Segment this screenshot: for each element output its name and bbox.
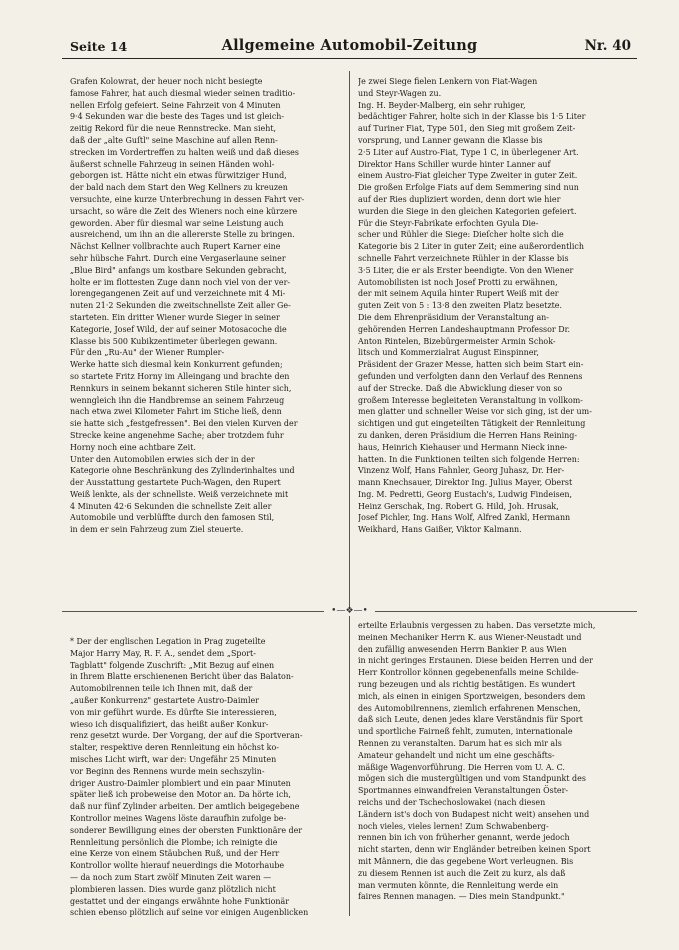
page-header xyxy=(62,36,637,59)
text-line: daß sich Leute, denen jedes klare Verständnis für Sport xyxy=(358,715,583,725)
text-line: großem Interesse begleiteten Veranstaltung in vollkom- xyxy=(358,395,583,405)
text-line: von mir geführt wurde. Es dürfte Sie interessieren, xyxy=(70,707,277,717)
text-line: nellen Erfolg gefeiert. Seine Fahrzeit von 4 Minuten xyxy=(70,100,281,110)
section-rule-left xyxy=(62,611,324,612)
text-line: in nicht geringes Erstaunen. Diese beiden Herren und der xyxy=(358,656,593,666)
text-line: Heinz Gerschak, Ing. Robert G. Hild, Joh. Hrusak, xyxy=(358,501,559,511)
text-line: Herr Kontrollor können gegebenenfalls meine Schilde- xyxy=(358,668,579,678)
text-line: strecken im Vordertreffen zu halten weiß und daß dieses xyxy=(70,147,299,157)
text-line: Die dem Ehrenpräsidium der Veranstaltung an- xyxy=(358,312,549,322)
text-line: auf der Strecke. Daß die Abwicklung dieser von so xyxy=(358,383,563,393)
text-line: noch vieles, vieles lernen! Zum Schwabenberg- xyxy=(358,821,549,831)
text-line: Die großen Erfolge Fiats auf dem Semmering sind nun xyxy=(358,183,579,193)
text-line: wieso ich disqualifiziert, das heißt außer Konkur- xyxy=(70,719,269,729)
text-line: Josef Pichler, Ing. Hans Wolf, Alfred Zankl, Hermann xyxy=(358,513,571,523)
text-line: nach etwa zwei Kilometer Fahrt im Stiche ließ, denn xyxy=(70,407,282,417)
text-line: hatten. In die Funktionen teilten sich folgende Herren: xyxy=(358,454,580,464)
text-line: stalter, respektive deren Rennleitung ein höchst ko- xyxy=(70,743,279,753)
text-line: litsch und Kommerzialrat August Einspinner, xyxy=(358,348,539,358)
text-line: Je zwei Siege fielen Lenkern von Fiat-Wagen xyxy=(358,77,538,86)
text-line: zu diesem Rennen ist auch die Zeit zu kurz, als daß xyxy=(358,868,566,878)
text-line: wenngleich ihn die Handbremse an seinem Fahrzeug xyxy=(70,395,285,405)
text-line: haus, Heinrich Kiehauser und Hermann Nieck inne- xyxy=(358,442,568,452)
text-line: Strecke keine angenehme Sache; aber trotzdem fuhr xyxy=(70,430,284,440)
text-line: men glatter und schneller Weise vor sich ging, ist der um- xyxy=(358,407,592,417)
text-line: Grafen Kolowrat, der heuer noch nicht besiegte xyxy=(70,77,263,86)
text-line: 9·4 Sekunden war die beste des Tages und ist gleich- xyxy=(70,112,285,122)
page-number: Seite 14 xyxy=(70,39,128,54)
text-line: gefunden und verfolgten dann den Verlauf des Rennens xyxy=(358,371,583,381)
text-line: Horny noch eine achtbare Zeit. xyxy=(70,442,196,452)
section-ornament: •—❖—• xyxy=(331,606,368,616)
text-line: der mit seinem Aquila hinter Rupert Weiß mit der xyxy=(358,289,559,299)
text-line: einem Austro-Fiat gleicher Type Zweiter in guter Zeit. xyxy=(358,171,578,181)
text-line: Kategorie ohne Beschränkung des Zylinderinhaltes und xyxy=(70,466,295,476)
text-line: den zufällig anwesenden Herrn Bankier P. aus Wien xyxy=(358,644,567,654)
text-line: mit Männern, die das gegebene Wort verleugnen. Bis xyxy=(358,856,574,866)
text-line: Rennleitung persönlich die Plombe; ich reinigte die xyxy=(70,837,278,847)
text-line: Kontrollor meines Wagens löste daraufhin zufolge be- xyxy=(70,813,287,823)
text-line: rennen bin ich von früherher genannt, werde jedoch xyxy=(358,833,570,843)
text-line: äußerst schnelle Fahrzeug in seinen Händen wohl- xyxy=(70,159,275,169)
text-line: guten Zeit von 5 : 13·8 den zweiten Platz besetzte. xyxy=(358,301,563,311)
text-line: Vinzenz Wolf, Hans Fahnler, Georg Juhasz, Dr. Her- xyxy=(358,466,565,476)
text-line: geworden. Aber für diesmal war seine Leistung auch xyxy=(70,218,284,228)
text-line: Amateur gehandelt und nicht um eine geschäfts- xyxy=(358,750,555,760)
text-line: geborgen ist. Hätte nicht ein etwas fürwitziger Hund, xyxy=(70,171,287,181)
text-line: versuchte, eine kurze Unterbrechung in dessen Fahrt ver- xyxy=(70,194,305,204)
article-column-bottom-right xyxy=(358,620,630,903)
text-line: erteilte Erlaubnis vergessen zu haben. Das versetzte mich, xyxy=(358,621,596,630)
text-line: man vermuten könnte, die Rennleitung werde ein xyxy=(358,880,559,890)
text-line: Rennkurs in seinem bekannt sicheren Stile hinter sich, xyxy=(70,383,292,393)
text-line: schnelle Fahrt verzeichnete Rühler in der Klasse bis xyxy=(358,253,569,263)
text-line: des Automobilrennens, ziemlich erfahrenen Menschen, xyxy=(358,703,581,713)
issue-number: Nr. 40 xyxy=(584,38,631,54)
text-line: faires Rennen managen. — Dies mein Standpunkt." xyxy=(358,892,565,902)
text-line: mann Knechsauer, Direktor Ing. Julius Mayer, Oberst xyxy=(358,478,573,488)
text-line: nicht starten, denn wir Engländer betreiben keinen Sport xyxy=(358,845,591,855)
text-line: mäßige Wagenvorführung. Die Herren vom U. A. C. xyxy=(358,762,565,772)
text-line: wurden die Siege in den gleichen Kategorien gefeiert. xyxy=(358,206,577,216)
text-line: — da noch zum Start zwölf Minuten Zeit waren — xyxy=(70,872,272,882)
text-line: und Steyr-Wagen zu. xyxy=(358,88,442,98)
text-line: Kategorie bis 2 Liter in guter Zeit; eine außerordentlich xyxy=(358,242,584,252)
text-line: misches Licht wirft, war der: Ungefähr 25 Minuten xyxy=(70,754,277,764)
text-line: Präsident der Grazer Messe, hatten sich beim Start ein- xyxy=(358,360,584,370)
text-line: sehr hübsche Fahrt. Durch eine Vergaserlaune seiner xyxy=(70,253,286,263)
text-line: der bald nach dem Start den Weg Kellners zu kreuzen xyxy=(70,183,288,193)
text-line: 2·5 Liter auf Austro-Fiat, Type 1 C, in überlegener Art. xyxy=(358,147,579,157)
text-line: reichs und der Tschechoslowakei (nach diesen xyxy=(358,797,546,807)
text-line: Ing. M. Pedretti, Georg Eustach's, Ludwig Findeisen, xyxy=(358,489,573,499)
text-line: Klasse bis 500 Kubikzentimeter überlegen gewann. xyxy=(70,336,278,346)
text-line: nuten 21·2 Sekunden die zweitschnellste Zeit aller Ge- xyxy=(70,301,291,311)
text-line: sie hatte sich „festgefressen". Bei den vielen Kurven der xyxy=(70,419,298,429)
text-line: zu danken, deren Präsidium die Herren Hans Reining- xyxy=(358,430,578,440)
journal-title: Allgemeine Automobil-Zeitung xyxy=(221,37,478,54)
text-line: auf Turiner Fiat, Type 501, den Sieg mit großem Zeit- xyxy=(358,124,576,134)
text-line: mich, als einen in einigen Sportzweigen, besonders dem xyxy=(358,691,586,701)
text-line: daß der „alte Guſtl" seine Maschine auf allen Renn- xyxy=(70,135,278,145)
text-line: Automobilrennen teile ich Ihnen mit, daß der xyxy=(70,684,253,694)
text-line: der Ausstattung gestartete Puch-Wagen, den Rupert xyxy=(70,478,281,488)
text-line: Rennen zu veranstalten. Darum hat es sich mir als xyxy=(358,738,562,748)
text-line: auf der Ries dupliziert worden, denn dort wie hier xyxy=(358,194,561,204)
text-line: Sportmannes einwandfreien Veranstaltungen Öster- xyxy=(358,786,569,796)
text-line: lorengegangenen Zeit auf und verzeichnete mit 4 Mi- xyxy=(70,289,286,299)
text-line: bedächtiger Fahrer, holte sich in der Klasse bis 1·5 Liter xyxy=(358,112,586,122)
text-line: Für den „Ru-Au" der Wiener Rumpler- xyxy=(70,348,225,358)
article-column-top-left xyxy=(70,76,342,536)
text-line: 4 Minuten 42·6 Sekunden die schnellste Zeit aller xyxy=(70,501,272,511)
text-line: Direktor Hans Schiller wurde hinter Lanner auf xyxy=(358,159,551,169)
text-line: ausreichend, um ihn an die allererste Stelle zu bringen. xyxy=(70,230,295,240)
text-line: später ließ ich probeweise den Motor an. Da hörte ich, xyxy=(70,790,291,800)
text-line: Ländern ist's doch von Budapest nicht weit) ansehen und xyxy=(358,809,590,819)
article-column-top-right xyxy=(358,76,630,536)
text-line: ursacht, so wäre die Zeit des Wieners noch eine kürzere xyxy=(70,206,298,216)
text-line: 3·5 Liter, die er als Erster beendigte. Von den Wiener xyxy=(358,265,574,275)
text-line: Tagblatt" folgende Zuschrift: „Mit Bezug auf einen xyxy=(70,660,275,670)
text-line: so startete Fritz Horny im Alleingang und brachte den xyxy=(70,371,290,381)
text-line: driger Austro-Daimler plombiert und ein paar Minuten xyxy=(70,778,291,788)
text-line: gehörenden Herren Landeshauptmann Professor Dr. xyxy=(358,324,571,334)
text-line: gestattet und der eingangs erwähnte hohe Funktionär xyxy=(70,896,290,906)
text-line: plombieren lassen. Dies wurde ganz plötzlich nicht xyxy=(70,884,276,894)
text-line: Automobile und verblüffte durch den famosen Stil, xyxy=(70,513,275,523)
text-line: meinen Mechaniker Herrn K. aus Wiener-Neustadt und xyxy=(358,632,582,642)
text-line: Unter den Automobilen erwies sich der in der xyxy=(70,454,255,464)
text-line: sonderer Bewilligung eines der obersten Funktionäre der xyxy=(70,825,303,835)
text-line: holte er im flottesten Zuge dann noch viel von der ver- xyxy=(70,277,291,287)
text-line: Kategorie, Josef Wild, der auf seiner Motosacoche die xyxy=(70,324,287,334)
text-line: Anton Rintelen, Bizebürgermeister Armin Schok- xyxy=(358,336,556,346)
text-line: rung bezeugen und als richtig bestätigen. Es wundert xyxy=(358,679,576,689)
column-divider-top xyxy=(349,71,350,608)
text-line: Ing. H. Beyder-Malberg, ein sehr ruhiger, xyxy=(358,100,526,110)
text-line: scher und Rühler die Siege: Dieſcher holte sich die xyxy=(358,230,564,240)
text-line: „Blue Bird" anfangs um kostbare Sekunden gebracht, xyxy=(70,265,287,275)
text-line: schien ebenso plötzlich auf seine vor einigen Augenblicken xyxy=(70,908,309,918)
text-line: in dem er sein Fahrzeug zum Ziel steuerte. xyxy=(70,525,244,535)
text-line: mögen sich die mustergültigen und vom Standpunkt des xyxy=(358,774,586,784)
text-line: eine Kerze von einem Stäubchen Ruß, und der Herr xyxy=(70,849,280,859)
article-column-bottom-left xyxy=(70,636,342,919)
text-line: daß nur fünf Zylinder arbeiten. Der amtlich beigegebene xyxy=(70,802,300,812)
text-line: in Ihrem Blatte erschienenen Bericht über das Balaton- xyxy=(70,672,294,682)
newspaper-page xyxy=(62,36,637,916)
text-line: Automobilisten ist noch Josef Protti zu erwähnen, xyxy=(358,277,558,287)
text-line: startеten. Ein dritter Wiener wurde Sieger in seiner xyxy=(70,312,280,322)
text-line: vor Beginn des Rennens wurde mein sechszylin- xyxy=(70,766,265,776)
text-line: sichtigen und gut eingeteilten Tätigkeit der Rennleitung xyxy=(358,419,586,429)
text-line: Major Harry May, R. F. A., sendet dem „Sport- xyxy=(70,648,256,658)
text-line: zeitig Rekord für die neue Rennstrecke. Man sieht, xyxy=(70,124,277,134)
text-line: Werke hatte sich diesmal kein Konkurrent gefunden; xyxy=(70,360,283,370)
text-line: Kontrollor wollte hierauf neuerdings die Motorhaube xyxy=(70,861,285,871)
text-line: famose Fahrer, hat auch diesmal wieder seinen traditio- xyxy=(70,88,296,98)
text-line: Nächst Kellner vollbrachte auch Rupert Karner eine xyxy=(70,242,281,252)
text-line: und sportliche Fairneß fehlt, zumuten, internationale xyxy=(358,727,573,737)
column-divider-bottom xyxy=(349,616,350,916)
text-line: renz gesetzt wurde. Der Vorgang, der auf die Sportveran- xyxy=(70,731,303,741)
text-line: „außer Konkurrenz" gestartete Austro-Daimler xyxy=(70,695,259,705)
text-line: * Der der englischen Legation in Prag zugeteilte xyxy=(70,637,266,646)
text-line: vorsprung, und Lanner gewann die Klasse bis xyxy=(358,135,543,145)
section-rule-right xyxy=(375,611,637,612)
text-line: Weikhard, Hans Gaißer, Viktor Kalmann. xyxy=(358,525,522,535)
text-line: Weiß lenkte, als der schnellste. Weiß verzeichnete mit xyxy=(70,489,289,499)
text-line: Für die Steyr-Fabrikate erfochten Gyula Die- xyxy=(358,218,539,228)
